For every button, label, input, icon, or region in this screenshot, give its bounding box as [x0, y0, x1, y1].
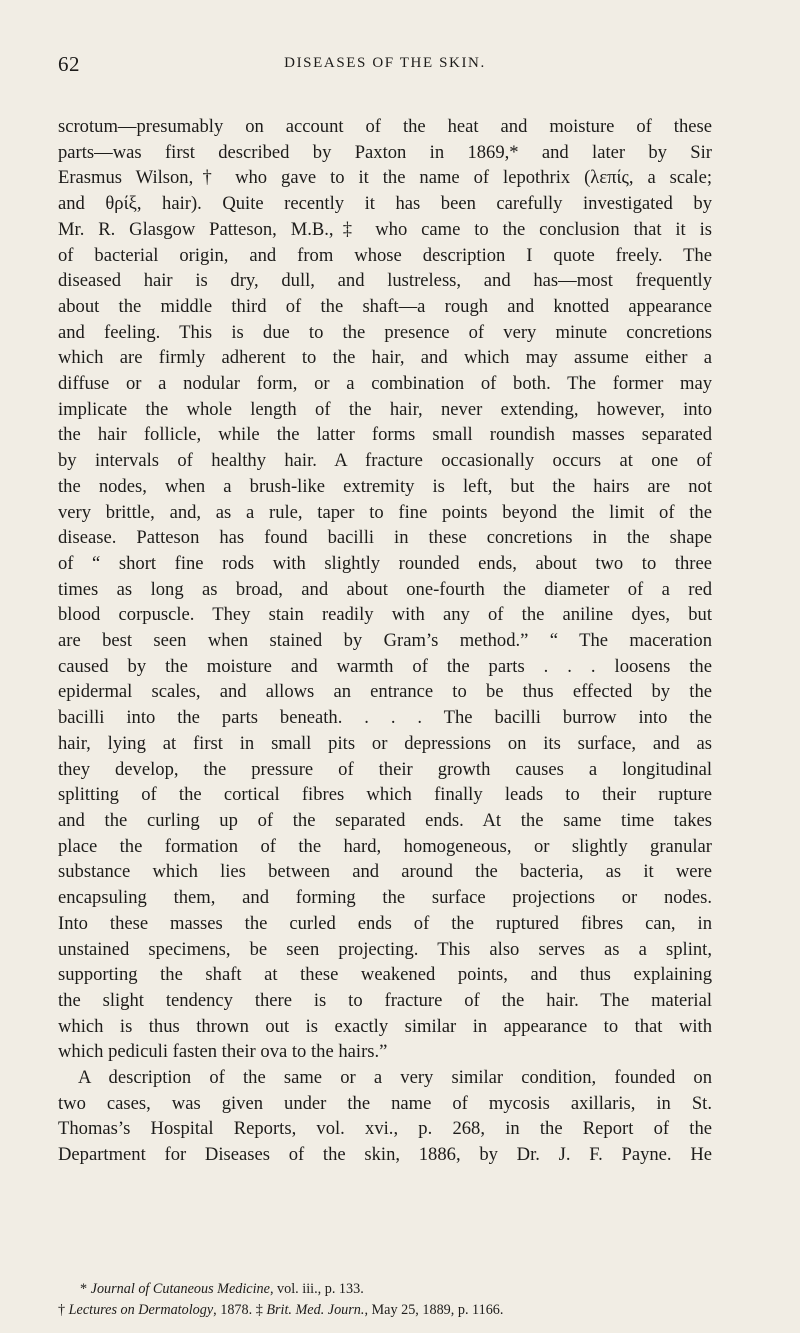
text-line: epidermal scales, and allows an entrance to be thus effected by the	[58, 681, 712, 703]
text-line: the slight tendency there is to fracture of the hair. The material	[58, 989, 712, 1011]
text-line: of bacterial origin, and from whose description I quote freely. The	[58, 244, 712, 266]
text-line: and θρίξ, hair). Quite recently it has been carefully investigated by	[58, 193, 712, 215]
footnote-citation: , 1878. ‡	[213, 1301, 267, 1318]
text-line: diffuse or a nodular form, or a combination of both. The former may	[58, 373, 712, 395]
text-line: place the formation of the hard, homogeneous, or slightly granular	[58, 835, 712, 857]
text-line: diseased hair is dry, dull, and lustreless, and has—most frequently	[58, 270, 712, 292]
text-line: A description of the same or a very similar condition, founded on	[78, 1067, 712, 1089]
text-line: the hair follicle, while the latter forms small roundish masses separated	[58, 424, 712, 446]
text-line: which pediculi fasten their ova to the hairs.”	[58, 1041, 388, 1063]
text-line: Thomas’s Hospital Reports, vol. xvi., p. 268, in the Report of the	[58, 1118, 712, 1140]
text-line: Into these masses the curled ends of the ruptured fibres can, in	[58, 912, 712, 934]
text-line: splitting of the cortical fibres which finally leads to their rupture	[58, 784, 712, 806]
footnotes	[58, 1279, 712, 1320]
text-line: substance which lies between and around the bacteria, as it were	[58, 861, 712, 883]
text-line: encapsuling them, and forming the surface projections or nodes.	[58, 887, 712, 909]
page-number: 62	[58, 52, 80, 76]
text-line: and feeling. This is due to the presence of very minute concretions	[58, 321, 712, 343]
text-line: about the middle third of the shaft—a rough and knotted appearance	[58, 295, 712, 317]
footnote-marker: *	[80, 1281, 91, 1297]
text-line: blood corpuscle. They stain readily with any of the aniline dyes, but	[58, 604, 712, 626]
text-line: parts—was first described by Paxton in 1869,* and later by Sir	[58, 141, 712, 163]
text-line: implicate the whole length of the hair, never extending, however, into	[58, 398, 712, 420]
text-line: Department for Diseases of the skin, 1886, by Dr. J. F. Payne. He	[58, 1144, 712, 1166]
text-line: bacilli into the parts beneath. . . . The bacilli burrow into the	[58, 707, 712, 729]
footnote-2	[58, 1300, 712, 1321]
text-line: unstained specimens, be seen projecting. This also serves as a splint,	[58, 938, 712, 960]
body-text	[58, 114, 712, 1168]
page-header	[58, 52, 712, 82]
text-line: they develop, the pressure of their growth causes a longitudinal	[58, 758, 712, 780]
text-line: which are firmly adherent to the hair, and which may assume either a	[58, 347, 712, 369]
footnote-1	[58, 1279, 712, 1300]
footnote-journal-title: Journal of Cutaneous Medicine	[90, 1281, 270, 1297]
text-line: by intervals of healthy hair. A fracture occasionally occurs at one of	[58, 450, 712, 472]
text-line: Mr. R. Glasgow Patteson, M.B.,‡ who came to the conclusion that it is	[58, 218, 712, 240]
text-line: disease. Patteson has found bacilli in these concretions in the shape	[58, 527, 712, 549]
footnote-citation: , vol. iii., p. 133.	[269, 1281, 364, 1297]
text-line: supporting the shaft at these weakened points, and thus explaining	[58, 964, 712, 986]
text-line: of “ short fine rods with slightly rounded ends, about two to three	[58, 552, 712, 574]
text-line: which is thus thrown out is exactly similar in appearance to that with	[58, 1015, 712, 1037]
text-line: very brittle, and, as a rule, taper to fine points beyond the limit of the	[58, 501, 712, 523]
footnote-journal-title: Brit. Med. Journ.	[266, 1301, 365, 1318]
text-line: hair, lying at first in small pits or depressions on its surface, and as	[58, 732, 712, 754]
text-line: and the curling up of the separated ends. At the same time takes	[58, 809, 712, 831]
footnote-citation: , May 25, 1889, p. 1166.	[364, 1301, 504, 1318]
text-line: caused by the moisture and warmth of the parts . . . loosens the	[58, 655, 712, 677]
text-line: two cases, was given under the name of mycosis axillaris, in St.	[58, 1092, 712, 1114]
text-line: are best seen when stained by Gram’s method.” “ The maceration	[58, 630, 712, 652]
footnote-marker: †	[58, 1301, 69, 1318]
footnote-book-title: Lectures on Dermatology	[68, 1301, 214, 1318]
running-head: DISEASES OF THE SKIN.	[284, 55, 486, 71]
text-line: scrotum—presumably on account of the heat and moisture of these	[58, 116, 712, 137]
text-line: times as long as broad, and about one-fourth the diameter of a red	[58, 578, 712, 600]
text-line: Erasmus Wilson,† who gave to it the name of lepothrix (λεπίς, a scale;	[58, 167, 712, 189]
text-line: the nodes, when a brush-like extremity is left, but the hairs are not	[58, 475, 712, 497]
